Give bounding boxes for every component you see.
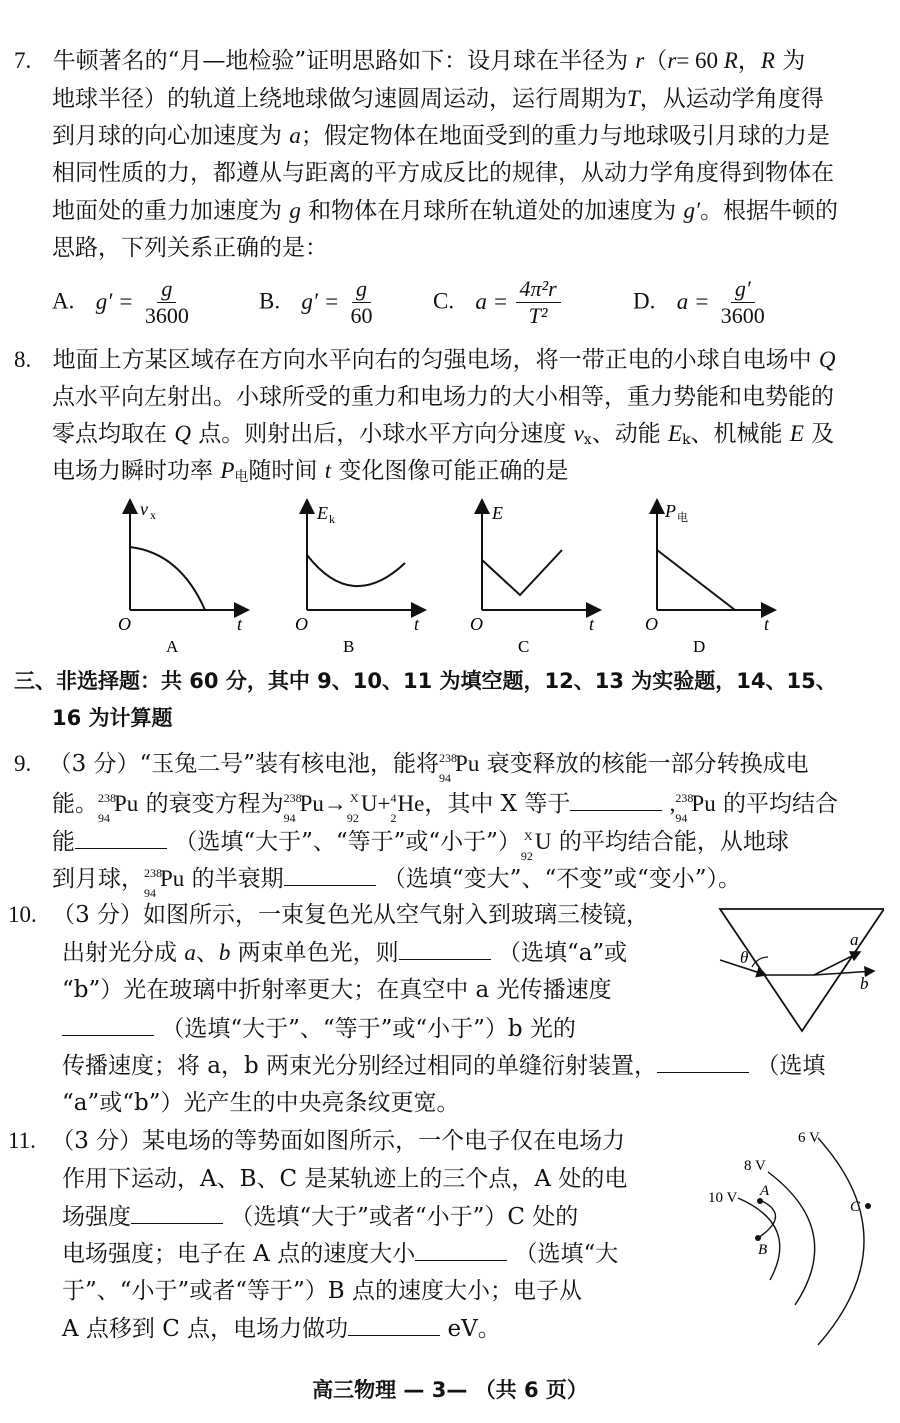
q7-option-d: [633, 276, 769, 336]
q10-line-4: [62, 1013, 576, 1044]
graph-label: B: [343, 637, 355, 656]
curve-b: [307, 555, 405, 586]
q8-line-2: [52, 382, 834, 412]
point-b: [755, 1235, 761, 1241]
origin-label: O: [118, 614, 131, 634]
denominator: 60: [350, 303, 373, 328]
q9-text: 的衰变方程为: [145, 791, 284, 817]
origin-label: O: [645, 614, 658, 634]
q11-line-2: [62, 1164, 627, 1194]
nuclide-u: X 92 U: [520, 829, 552, 863]
t-label: t: [237, 614, 243, 634]
label-c: C: [850, 1199, 861, 1215]
q8-text: 及: [811, 421, 835, 447]
graph-c: [470, 500, 600, 656]
q8-graphs: [110, 495, 780, 660]
option-label: C.: [433, 288, 455, 314]
graph-label: D: [693, 637, 706, 656]
q11-line-3: [62, 1201, 578, 1232]
q10-text: （选填“大于”、“等于”或“小于”）b 光的: [161, 1016, 576, 1042]
q10-text: （选填: [756, 1053, 826, 1079]
q8-line-1: 8. 地面上方某区域存在方向水平向右的匀强电场，将一带正电的小球自电场中 Q: [14, 347, 836, 373]
answer-blank[interactable]: [348, 1313, 440, 1336]
q10-number: 10.: [8, 902, 37, 927]
q11-text: （选填“大于”或者“小于”）C 处的: [230, 1204, 579, 1230]
q10-text: “b”）光在玻璃中折射率更大；在真空中 a 光传播速度: [62, 977, 612, 1003]
label-6v: 6 V: [798, 1130, 820, 1146]
label-8v: 8 V: [744, 1158, 766, 1174]
denominator: 3600: [720, 303, 765, 328]
origin-label: O: [295, 614, 308, 634]
fraction: [516, 276, 561, 329]
label-10v: 10 V: [708, 1190, 738, 1206]
a-label: a: [850, 930, 859, 949]
q10-text: “a”或“b”）光产生的中央亮条纹更宽。: [62, 1090, 460, 1116]
q7-text: 地球半径）的轨道上绕地球做匀速圆周运动，运行周期为: [52, 86, 627, 112]
q11-text: A 点移到 C 点，电场力做功: [62, 1316, 349, 1342]
graph-label: A: [166, 637, 179, 656]
q8-text: 零点均取在: [52, 421, 167, 447]
q8-text: 点。则射出后，小球水平方向分速度: [198, 421, 567, 447]
q9-line-2: 能。 238 94 Pu 的衰变方程为 238 94 Pu→ X 92 U+ 4 2 He，其中 X 等于 , 238 94 Pu 的平均结合: [52, 788, 838, 819]
prism: [720, 909, 884, 1031]
nuclide-pu: 238 94 Pu: [283, 791, 324, 825]
q7-number: 7.: [14, 48, 32, 73]
ray-a: [814, 952, 860, 975]
q7-option-a: [52, 276, 193, 336]
trajectory: [758, 1200, 776, 1238]
fraction: [347, 276, 377, 329]
q10-text: 两束单色光，则: [237, 940, 399, 966]
q10-line-5: [62, 1050, 825, 1081]
prism-figure: [712, 905, 884, 1035]
q11-line-5: [62, 1276, 582, 1306]
q9-number: 9.: [14, 751, 32, 776]
numerator: 4π²r: [516, 276, 561, 303]
numerator: g: [157, 276, 176, 303]
q7-line-2: 地球半径）的轨道上绕地球做匀速圆周运动，运行周期为T，从运动学角度得: [52, 86, 824, 112]
q11-line-4: [62, 1238, 618, 1269]
answer-blank[interactable]: [415, 1238, 507, 1261]
answer-blank[interactable]: [399, 937, 491, 960]
q7-text: 牛顿著名的“月—地检验”证明思路如下：设月球在半径为: [52, 48, 629, 74]
label-a: A: [760, 1183, 770, 1199]
numerator: g: [352, 276, 371, 303]
q9-text: 能。: [52, 791, 98, 817]
section-3-heading: 三、非选择题：共 60 分，其中 9、10、11 为填空题，12、13 为实验题，14、15、: [14, 669, 837, 693]
page-footer: 高三物理 — 3— （共 6 页）: [312, 1378, 588, 1402]
q8-text: 电场力瞬时功率: [52, 458, 213, 484]
option-lhs: a =: [676, 288, 710, 314]
q11-text: eV。: [447, 1316, 501, 1342]
q10-line-2: 出射光分成 a、b 两束单色光，则 （选填“a”或: [62, 937, 627, 968]
option-lhs: g′ =: [95, 288, 134, 314]
q10-text: （选填“a”或: [497, 940, 628, 966]
t-label: t: [414, 614, 420, 634]
answer-blank[interactable]: [657, 1050, 749, 1073]
q8-number: 8.: [14, 347, 32, 372]
q11-text: （选填“大: [514, 1241, 619, 1267]
q9-text: （3 分）“玉兔二号”装有核电池，能将: [48, 751, 440, 777]
answer-blank[interactable]: [62, 1013, 154, 1036]
graph-a: [118, 499, 248, 656]
q9-text: ，其中 X 等于: [424, 791, 571, 817]
q7-option-c: [433, 276, 561, 336]
graph-b: [295, 500, 425, 656]
q10-line-1: [8, 900, 649, 930]
axis-label: P: [665, 501, 676, 521]
q11-text: 电场强度；电子在 A 点的速度大小: [62, 1241, 416, 1267]
q7-line-6: [52, 233, 328, 263]
q11-text: 于”、“小于”或者“等于”）B 点的速度大小；电子从: [62, 1278, 583, 1304]
nuclide-pu: 238 94 Pu: [144, 866, 185, 900]
axis-subscript: 电: [677, 512, 688, 524]
q9-text: 能: [52, 829, 75, 855]
q7-text: 。根据牛顿的: [699, 198, 838, 224]
denominator: T²: [528, 303, 548, 328]
q7-text: ，从运动学角度得: [639, 86, 824, 112]
nuclide-u: X 92 U: [346, 791, 378, 825]
theta-label: θ: [740, 948, 749, 967]
q7-text: 地面处的重力加速度为: [52, 198, 282, 224]
q7-text: 和物体在月球所在轨道处的加速度为: [308, 198, 677, 224]
q8-text: 地面上方某区域存在方向水平向右的匀强电场，将一带正电的小球自电场中: [52, 347, 812, 373]
point-c: [865, 1203, 871, 1209]
equipotential-figure: [700, 1120, 890, 1350]
q10-text: （3 分）如图所示，一束复色光从空气射入到玻璃三棱镜，: [52, 902, 650, 928]
fraction: [141, 276, 193, 329]
t-label: t: [589, 614, 595, 634]
answer-blank[interactable]: [570, 788, 662, 811]
graph-d: [645, 500, 775, 656]
q7-text: ；假定物体在地面受到的重力与地球吸引月球的力是: [300, 123, 830, 149]
q7-option-b: [259, 276, 377, 336]
q11-number: 11.: [8, 1128, 36, 1153]
q7-line-4: [52, 158, 834, 188]
q7-text: 思路，下列关系正确的是：: [52, 235, 328, 261]
graph-label: C: [518, 637, 530, 656]
q10-text: 传播速度；将 a，b 两束光分别经过相同的单缝衍射装置，: [62, 1053, 658, 1079]
fraction: [717, 276, 769, 329]
option-lhs: g′ =: [301, 288, 340, 314]
option-label: A.: [52, 288, 75, 314]
q8-text: 点水平向左射出。小球所受的重力和电场力的大小相等，重力势能和电势能的: [52, 384, 834, 410]
q7-text: （: [644, 48, 668, 74]
answer-blank[interactable]: [75, 826, 167, 849]
q8-text: 、动能: [591, 421, 661, 447]
axis-label: E: [317, 503, 328, 523]
nuclide-pu: 238 94 Pu: [439, 751, 480, 785]
q8-text: 变化图像可能正确的是: [338, 458, 569, 484]
curve-c: [482, 550, 562, 595]
q9-line-1: [14, 749, 809, 785]
q10-line-3: [62, 975, 612, 1005]
q9-text: 到月球，: [52, 866, 144, 892]
q9-text: 的半衰期: [191, 866, 284, 892]
axis-label: v: [140, 499, 148, 519]
q7-text: 到月球的向心加速度为: [52, 123, 282, 149]
q9-text: （选填“大于”、“等于”或“小于”）: [174, 829, 521, 855]
curve-d: [657, 550, 735, 610]
q10-text: 出射光分成: [62, 940, 177, 966]
q11-line-1: [8, 1126, 625, 1156]
t-label: t: [764, 614, 770, 634]
q8-line-4: 电场力瞬时功率 $P_电$随时间 t 变化图像可能正确的是: [52, 458, 569, 485]
answer-blank[interactable]: [131, 1201, 223, 1224]
equipotential-6v: [818, 1138, 864, 1345]
option-label: D.: [633, 288, 656, 314]
axis-subscript: x: [150, 508, 156, 522]
q7-line-3: 到月球的向心加速度为 a；假定物体在地面受到的重力与地球吸引月球的力是: [52, 123, 830, 149]
origin-label: O: [470, 614, 483, 634]
q9-line-4: [52, 863, 741, 900]
q7-text: = 60: [676, 48, 724, 73]
q9-text: 衰变释放的核能一部分转换成电: [486, 751, 809, 777]
q11-text: 场强度: [62, 1204, 131, 1230]
q7-line-5: 地面处的重力加速度为 g 和物体在月球所在轨道处的加速度为 g′。根据牛顿的: [52, 198, 838, 224]
nuclide-pu: 238 94 Pu: [98, 791, 139, 825]
q11-text: （3 分）某电场的等势面如图所示，一个电子仅在电场力: [51, 1128, 626, 1154]
axis-label: E: [492, 503, 503, 523]
q8-text: 随时间: [248, 458, 318, 484]
b-label: b: [860, 974, 869, 993]
q8-line-3: 零点均取在 Q 点。则射出后，小球水平方向分速度 $v_x$、动能 $E_k$、机械能 E 及: [52, 421, 835, 448]
angle-arc: [752, 957, 768, 967]
answer-blank[interactable]: [284, 863, 376, 886]
curve-a: [130, 547, 205, 610]
q7-text: 相同性质的力，都遵从与距离的平方成反比的规律，从动力学角度得到物体在: [52, 160, 834, 186]
denominator: 3600: [144, 303, 189, 328]
nuclide-he: 4 2 He: [390, 791, 425, 825]
label-b: B: [758, 1242, 768, 1258]
q8-text: 、机械能: [690, 421, 783, 447]
option-label: B.: [259, 288, 281, 314]
q11-text: 作用下运动，A、B、C 是某轨迹上的三个点，A 处的电: [62, 1166, 628, 1192]
section-3-heading-cont: 16 为计算题: [52, 706, 173, 730]
axis-subscript: k: [329, 512, 335, 526]
option-lhs: a =: [475, 288, 509, 314]
q9-text: 的平均结合能，从地球: [558, 829, 789, 855]
q9-text: 的平均结合: [723, 791, 839, 817]
q7-line-1: 7. 牛顿著名的“月—地检验”证明思路如下：设月球在半径为 r（r= 60 R，R 为: [14, 48, 806, 74]
q9-text: （选填“变大”、“不变”或“变小”）。: [382, 866, 741, 892]
nuclide-pu: 238 94 Pu: [675, 791, 716, 825]
q11-line-6: [62, 1313, 501, 1344]
equipotential-8v: [768, 1172, 815, 1305]
q10-line-6: [62, 1088, 459, 1118]
numerator: g′: [731, 276, 755, 303]
q7-text: 为: [782, 48, 806, 74]
q9-line-3: [52, 826, 789, 863]
